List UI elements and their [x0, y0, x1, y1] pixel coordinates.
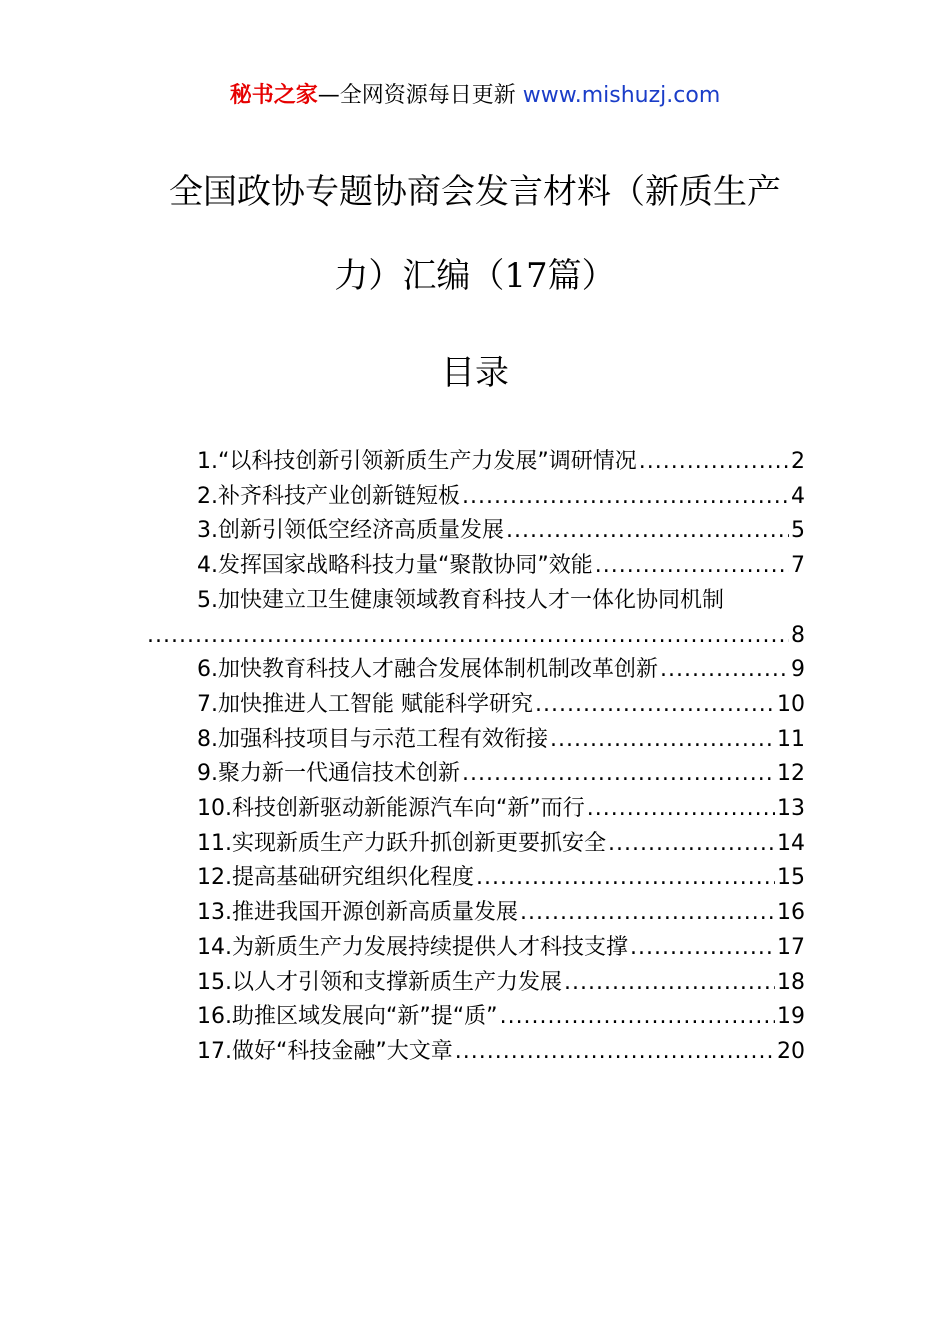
- toc-item[interactable]: [145, 445, 805, 480]
- toc-item[interactable]: [145, 861, 805, 896]
- table-of-contents: [145, 445, 805, 1070]
- toc-item-label: 9.聚力新一代通信技术创新: [197, 761, 460, 787]
- toc-item-label: 2.补齐科技产业创新链短板: [197, 483, 460, 509]
- toc-item-page: 7: [791, 553, 805, 579]
- toc-item-page: 10: [777, 691, 805, 717]
- toc-item[interactable]: [145, 896, 805, 931]
- toc-item-page: 11: [777, 726, 805, 752]
- toc-leader: [147, 619, 789, 654]
- toc-item[interactable]: [145, 653, 805, 688]
- title-line-2: [130, 234, 820, 318]
- toc-leader: [660, 653, 789, 688]
- toc-item-page: 4: [791, 483, 805, 509]
- toc-item[interactable]: [145, 723, 805, 758]
- toc-item-label: 6.加快教育科技人才融合发展体制机制改革创新: [197, 657, 658, 683]
- toc-leader: [595, 549, 789, 584]
- title-line-2-pre: 力）汇编（: [334, 256, 505, 296]
- toc-leader: [455, 1035, 775, 1070]
- toc-item-page: 14: [777, 830, 805, 856]
- toc-leader: [587, 792, 775, 827]
- toc-item-page: 15: [777, 865, 805, 891]
- toc-item-label: 4.发挥国家战略科技力量“聚散协同”效能: [197, 553, 593, 579]
- site-url-link[interactable]: www.mishuzj.com: [522, 83, 721, 108]
- toc-item-label: 11.实现新质生产力跃升抓创新更要抓安全: [197, 830, 606, 856]
- toc-item-page: 5: [791, 518, 805, 544]
- toc-item-label: 3.创新引领低空经济高质量发展: [197, 518, 504, 544]
- toc-item[interactable]: [145, 792, 805, 827]
- toc-item-label: 17.做好“科技金融”大文章: [197, 1038, 453, 1064]
- toc-item-page: 12: [777, 761, 805, 787]
- toc-leader: [462, 480, 789, 515]
- toc-item[interactable]: [145, 966, 805, 1001]
- toc-item-page: 2: [791, 449, 805, 474]
- toc-item[interactable]: [145, 1035, 805, 1070]
- brand-name: 秘书之家: [229, 83, 318, 108]
- toc-item-page: 19: [777, 1004, 805, 1030]
- toc-item[interactable]: [145, 1000, 805, 1035]
- toc-item-label: 5.加快建立卫生健康领域教育科技人才一体化协同机制: [197, 587, 724, 613]
- toc-item-page: 20: [777, 1038, 805, 1064]
- toc-item[interactable]: [145, 827, 805, 862]
- toc-leader: [506, 514, 789, 549]
- toc-leader: [630, 931, 775, 966]
- toc-item[interactable]: [145, 480, 805, 515]
- toc-item-page: 16: [777, 900, 805, 926]
- toc-item[interactable]: [145, 757, 805, 792]
- toc-leader: [564, 966, 775, 1001]
- title-line-1: 全国政协专题协商会发言材料（新质生产: [169, 172, 781, 212]
- toc-item-label: 16.助推区域发展向“新”提“质”: [197, 1004, 498, 1030]
- toc-item-page: 9: [791, 657, 805, 683]
- title-article-count: 17: [504, 256, 548, 296]
- title-line-2-post: 篇）: [547, 256, 616, 296]
- toc-item-label: 12.提高基础研究组织化程度: [197, 865, 474, 891]
- toc-item-page: 13: [777, 796, 805, 822]
- toc-leader: [639, 445, 789, 480]
- toc-leader: [550, 723, 775, 758]
- document-title: [130, 150, 820, 318]
- toc-item-label: 7.加快推进人工智能 赋能科学研究: [197, 691, 533, 717]
- header-dash: —: [317, 83, 340, 108]
- toc-leader: [520, 896, 775, 931]
- toc-leader: [500, 1000, 775, 1035]
- toc-item[interactable]: [145, 688, 805, 723]
- toc-item-label: 15.以人才引领和支撑新质生产力发展: [197, 969, 562, 995]
- toc-heading: 目录: [441, 353, 509, 393]
- toc-item-label: 14.为新质生产力发展持续提供人才科技支撑: [197, 934, 628, 960]
- toc-item[interactable]: [145, 549, 805, 584]
- toc-item-label: 8.加强科技项目与示范工程有效衔接: [197, 726, 548, 752]
- toc-leader: [608, 827, 775, 862]
- toc-item[interactable]: [145, 931, 805, 966]
- toc-item-leader-line: [145, 619, 805, 654]
- toc-item-page: 8: [791, 622, 805, 648]
- header-slogan: 全网资源每日更新: [339, 83, 516, 108]
- toc-item-label: 10.科技创新驱动新能源汽车向“新”而行: [197, 796, 585, 822]
- toc-item-page: 17: [777, 934, 805, 960]
- toc-item-label: 13.推进我国开源创新高质量发展: [197, 900, 518, 926]
- toc-item-page: 18: [777, 969, 805, 995]
- toc-leader: [535, 688, 775, 723]
- site-header: [0, 80, 950, 112]
- toc-leader: [462, 757, 775, 792]
- toc-item[interactable]: [145, 584, 805, 653]
- toc-item[interactable]: [145, 514, 805, 549]
- toc-item-label: 1.“以科技创新引领新质生产力发展”调研情况: [197, 449, 637, 474]
- toc-leader: [476, 861, 775, 896]
